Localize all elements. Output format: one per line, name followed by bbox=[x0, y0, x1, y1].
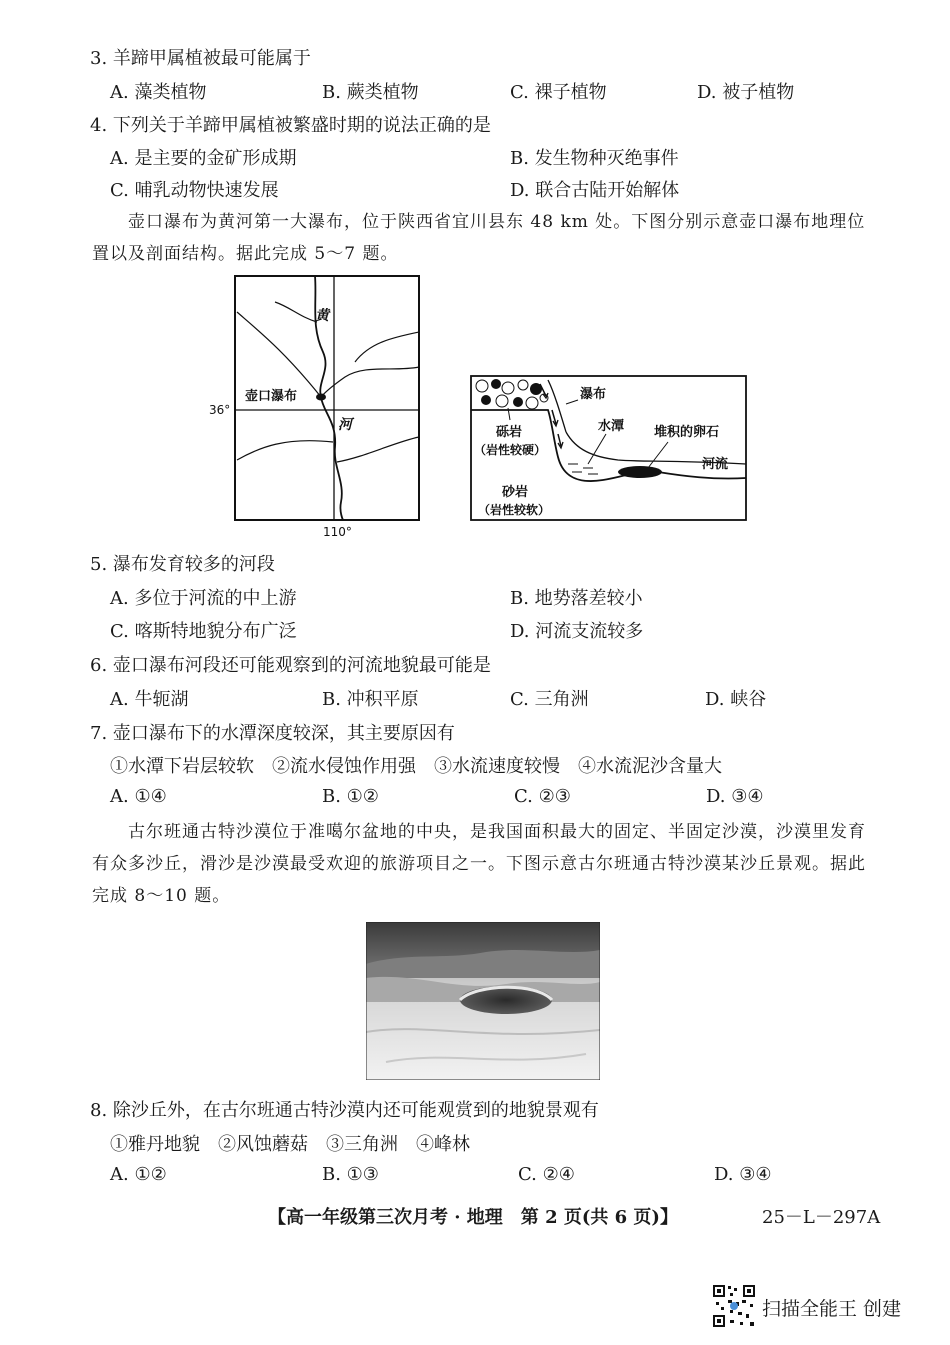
q8-stem: 8. 除沙丘外，在古尔班通古特沙漠内还可能观赏到的地貌景观有 bbox=[90, 1100, 599, 1121]
label-pool: 水潭 bbox=[598, 419, 625, 434]
q4-option-c: C. 哺乳动物快速发展 bbox=[110, 180, 279, 201]
q8-items: ①雅丹地貌 ②风蚀蘑菇 ③三角洲 ④峰林 bbox=[110, 1134, 470, 1155]
label-conglomerate: 砾岩 bbox=[496, 425, 523, 440]
q5-option-d: D. 河流支流较多 bbox=[510, 621, 644, 642]
q6-option-b: B. 冲积平原 bbox=[322, 689, 419, 710]
q7-items: ①水潭下岩层较软 ②流水侵蚀作用强 ③水流速度较慢 ④水流泥沙含量大 bbox=[110, 756, 722, 777]
tributary-sw bbox=[237, 441, 333, 460]
q7-option-b: B. ①② bbox=[322, 786, 379, 807]
leader-pool bbox=[588, 434, 606, 464]
pebble-deposit bbox=[618, 466, 662, 478]
tributary-ne bbox=[355, 332, 419, 362]
q3-option-b: B. 蕨类植物 bbox=[322, 82, 419, 103]
tributary-nw bbox=[275, 302, 317, 322]
passage-hukou: 壶口瀑布为黄河第一大瀑布，位于陕西省宜川县东 48 km 处。下图分别示意壶口瀑布地理位置以及剖面结构。据此完成 5～7 题。 bbox=[92, 212, 866, 264]
page-footer-title: 【高一年级第三次月考 · 地理 第 2 页(共 6 页)】 bbox=[268, 1207, 678, 1228]
q5-option-c: C. 喀斯特地貌分布广泛 bbox=[110, 621, 297, 642]
q8-option-a: A. ①② bbox=[110, 1164, 167, 1185]
q4-option-d: D. 联合古陆开始解体 bbox=[510, 180, 680, 201]
tributary-east bbox=[321, 367, 419, 397]
q6-option-c: C. 三角洲 bbox=[510, 689, 589, 710]
river-label-he: 河 bbox=[338, 417, 352, 433]
leader-pebbles bbox=[648, 442, 668, 468]
passage-gurbantunggut: 古尔班通古特沙漠位于准噶尔盆地的中央，是我国面积最大的固定、半固定沙漠，沙漠里发育有众多沙丘，滑沙是沙漠最受欢迎的旅游项目之一。下图示意古尔班通古特沙漠某沙丘景观。据此完成 8～10 题。 bbox=[92, 822, 866, 906]
sand-dune-photo bbox=[366, 922, 600, 1080]
label-river: 河流 bbox=[702, 457, 729, 472]
q4-option-a: A. 是主要的金矿形成期 bbox=[110, 148, 297, 169]
label-conglomerate-note: （岩性较硬） bbox=[474, 443, 547, 457]
q8-option-b: B. ①③ bbox=[322, 1164, 379, 1185]
q3-option-d: D. 被子植物 bbox=[697, 82, 795, 103]
q7-option-d: D. ③④ bbox=[706, 786, 764, 807]
q5-option-a: A. 多位于河流的中上游 bbox=[110, 588, 297, 609]
waterfall-profile bbox=[468, 372, 750, 524]
paper-code: 25－L－297A bbox=[762, 1207, 881, 1228]
label-sandstone-note: （岩性较软） bbox=[478, 503, 551, 517]
q4-option-b: B. 发生物种灭绝事件 bbox=[510, 148, 679, 169]
location-map bbox=[205, 272, 425, 542]
q3-stem: 3. 羊蹄甲属植被最可能属于 bbox=[90, 48, 311, 69]
river-label-huang: 黄 bbox=[315, 308, 329, 324]
q3-option-a: A. 藻类植物 bbox=[110, 82, 207, 103]
longitude-label: 110° bbox=[323, 525, 352, 539]
q5-stem: 5. 瀑布发育较多的河段 bbox=[90, 554, 275, 575]
latitude-label: 36° bbox=[209, 403, 231, 417]
label-pebbles: 堆积的卵石 bbox=[654, 425, 720, 440]
qr-code-icon bbox=[712, 1284, 756, 1328]
tributary-se bbox=[337, 437, 419, 462]
q3-option-c: C. 裸子植物 bbox=[510, 82, 607, 103]
q8-option-c: C. ②④ bbox=[518, 1164, 575, 1185]
label-sandstone: 砂岩 bbox=[502, 485, 529, 500]
hukou-falls-marker bbox=[316, 394, 326, 401]
scanner-watermark-text: 扫描全能王 创建 bbox=[762, 1298, 902, 1320]
q6-option-d: D. 峡谷 bbox=[705, 689, 767, 710]
leader-waterfall bbox=[566, 400, 578, 404]
q7-stem: 7. 壶口瀑布下的水潭深度较深，其主要原因有 bbox=[90, 723, 455, 744]
tributary-west bbox=[237, 312, 321, 397]
q7-option-a: A. ①④ bbox=[110, 786, 167, 807]
q7-option-c: C. ②③ bbox=[514, 786, 571, 807]
q6-option-a: A. 牛轭湖 bbox=[110, 689, 189, 710]
q5-option-b: B. 地势落差较小 bbox=[510, 588, 643, 609]
q4-stem: 4. 下列关于羊蹄甲属植被繁盛时期的说法正确的是 bbox=[90, 115, 491, 136]
q8-option-d: D. ③④ bbox=[714, 1164, 772, 1185]
label-waterfall: 瀑布 bbox=[580, 387, 607, 402]
q6-stem: 6. 壶口瀑布河段还可能观察到的河流地貌最可能是 bbox=[90, 655, 491, 676]
pool-water bbox=[568, 464, 598, 474]
conglomerate-pebbles bbox=[476, 379, 548, 409]
falls-label: 壶口瀑布 bbox=[245, 389, 298, 404]
